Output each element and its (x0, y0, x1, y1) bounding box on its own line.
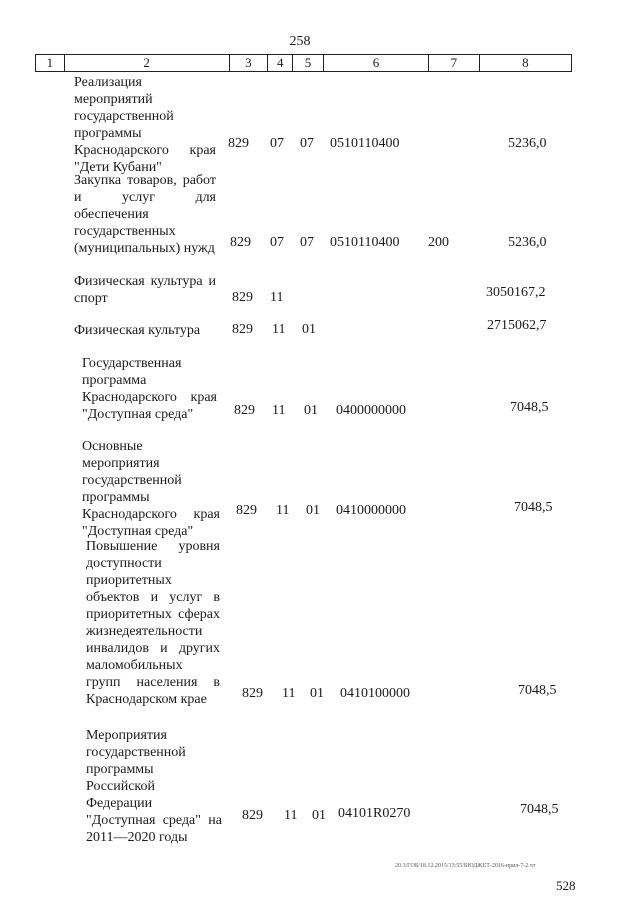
row-description: Закупка товаров, работ и услуг для обеспечения государственных (муниципальных) нужд (74, 173, 216, 256)
col-header-6: 6 (324, 55, 429, 71)
cell-col4: 11 (272, 322, 286, 337)
cell-col8: 2715062,7 (487, 318, 547, 333)
row-description: Физическая культура (74, 323, 201, 338)
cell-col6: 0400000000 (336, 403, 406, 418)
cell-col8: 3050167,2 (486, 285, 546, 300)
cell-col4: 07 (270, 136, 284, 151)
row-description: Физическая культура и спорт (74, 274, 216, 306)
cell-col5: 01 (306, 503, 320, 518)
row-description: Повышение уровня доступности приоритетных объектов и услуг в приоритетных сферах жизнедеятельности инвалидов и других маломобильных групп населения в Краснодарском крае (86, 539, 220, 707)
page-number: 258 (289, 34, 311, 49)
cell-col6: 04101R0270 (338, 806, 411, 821)
column-header-row (35, 54, 572, 72)
row-description: Мероприятия государственной программы Российской Федерации "Доступная среда" на 2011—2020 годы (86, 728, 222, 845)
cell-col6: 0510110400 (330, 136, 400, 151)
cell-col3: 829 (242, 686, 263, 701)
cell-col3: 829 (230, 235, 251, 250)
cell-col8: 7048,5 (510, 400, 549, 415)
cell-col4: 11 (272, 403, 286, 418)
sheet-number: 528 (556, 878, 576, 893)
cell-col6: 0510110400 (330, 235, 400, 250)
cell-col4: 07 (270, 235, 284, 250)
cell-col7: 200 (428, 235, 449, 250)
row-description: Реализация мероприятий государственной программы Краснодарского края "Дети Кубани" (74, 75, 216, 175)
cell-col4: 11 (284, 808, 298, 823)
cell-col8: 7048,5 (514, 500, 553, 515)
cell-col4: 11 (276, 503, 290, 518)
row-description: Основные мероприятия государственной программы Краснодарского края "Доступная среда" (82, 439, 220, 539)
cell-col5: 01 (312, 808, 326, 823)
cell-col6: 0410000000 (336, 503, 406, 518)
cell-col3: 829 (228, 136, 249, 151)
col-header-7: 7 (429, 55, 480, 71)
cell-col8: 7048,5 (518, 683, 557, 698)
cell-col5: 01 (304, 403, 318, 418)
col-header-2: 2 (65, 55, 230, 71)
cell-col5: 01 (310, 686, 324, 701)
col-header-5: 5 (293, 55, 324, 71)
cell-col4: 11 (270, 290, 284, 305)
cell-col8: 5236,0 (508, 235, 547, 250)
file-stamp: 20.3/ГОБ/18.12.2015/13:55/БЮДЖЕТ-2016-прил-7-2.чт (395, 863, 536, 869)
cell-col3: 829 (242, 808, 263, 823)
col-header-3: 3 (230, 55, 269, 71)
cell-col8: 5236,0 (508, 136, 547, 151)
cell-col5: 07 (300, 136, 314, 151)
cell-col8: 7048,5 (520, 802, 559, 817)
cell-col3: 829 (236, 503, 257, 518)
row-description: Государственная программа Краснодарского края "Доступная среда" (82, 356, 217, 422)
cell-col3: 829 (232, 290, 253, 305)
cell-col3: 829 (232, 322, 253, 337)
col-header-8: 8 (522, 55, 529, 70)
col-header-1: 1 (36, 55, 65, 71)
cell-col4: 11 (282, 686, 296, 701)
col-header-4: 4 (268, 55, 293, 71)
cell-col3: 829 (234, 403, 255, 418)
cell-col6: 0410100000 (340, 686, 410, 701)
cell-col5: 07 (300, 235, 314, 250)
cell-col5: 01 (302, 322, 316, 337)
